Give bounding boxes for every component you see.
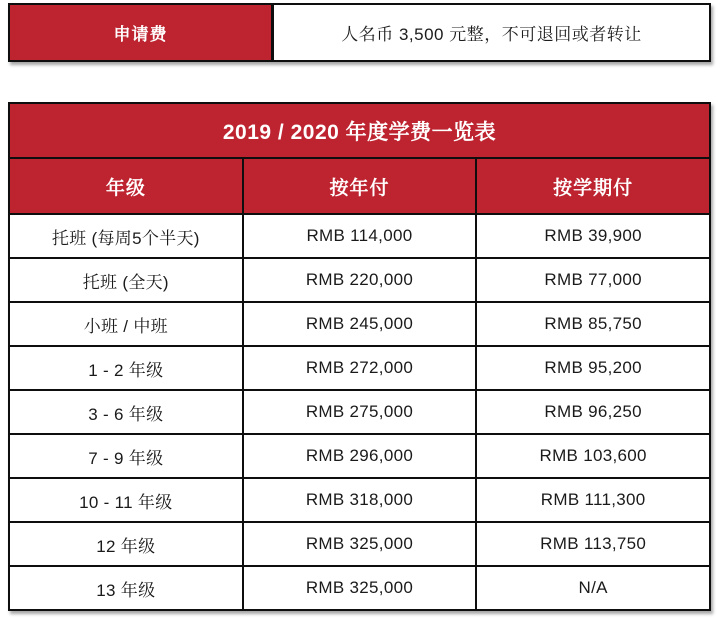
table-row: [9, 390, 710, 434]
application-fee-label: 申请费: [10, 5, 274, 60]
semester-fee-cell: RMB 111,300: [476, 478, 710, 522]
table-row: [9, 346, 710, 390]
tuition-table: [8, 102, 711, 611]
table-header-row: [9, 158, 710, 214]
column-header-annual-pay: 按年付: [243, 158, 477, 214]
grade-cell: 7 - 9 年级: [9, 434, 243, 478]
table-row: [9, 214, 710, 258]
semester-fee-cell: RMB 113,750: [476, 522, 710, 566]
grade-cell: 托班 (每周5个半天): [9, 214, 243, 258]
grade-cell: 1 - 2 年级: [9, 346, 243, 390]
annual-fee-cell: RMB 220,000: [243, 258, 477, 302]
semester-fee-cell: RMB 39,900: [476, 214, 710, 258]
table-row: [9, 478, 710, 522]
table-row: [9, 566, 710, 610]
annual-fee-cell: RMB 245,000: [243, 302, 477, 346]
application-fee-value: 人名币 3,500 元整，不可退回或者转让: [341, 25, 642, 44]
semester-fee-cell: RMB 95,200: [476, 346, 710, 390]
annual-fee-cell: RMB 272,000: [243, 346, 477, 390]
semester-fee-cell: RMB 103,600: [476, 434, 710, 478]
annual-fee-cell: RMB 325,000: [243, 522, 477, 566]
annual-fee-cell: RMB 296,000: [243, 434, 477, 478]
semester-fee-cell: RMB 77,000: [476, 258, 710, 302]
table-title-row: [9, 103, 710, 158]
grade-cell: 小班 / 中班: [9, 302, 243, 346]
semester-fee-cell: RMB 96,250: [476, 390, 710, 434]
application-fee-bar: [8, 3, 711, 62]
annual-fee-cell: RMB 114,000: [243, 214, 477, 258]
column-header-semester-pay: 按学期付: [476, 158, 710, 214]
annual-fee-cell: RMB 325,000: [243, 566, 477, 610]
annual-fee-cell: RMB 275,000: [243, 390, 477, 434]
grade-cell: 13 年级: [9, 566, 243, 610]
grade-cell: 3 - 6 年级: [9, 390, 243, 434]
annual-fee-cell: RMB 318,000: [243, 478, 477, 522]
tuition-table-head: [9, 103, 710, 214]
grade-cell: 12 年级: [9, 522, 243, 566]
column-header-grade: 年级: [9, 158, 243, 214]
table-row: [9, 302, 710, 346]
table-row: [9, 258, 710, 302]
table-title: 2019 / 2020 年度学费一览表: [9, 103, 710, 158]
table-body: [9, 214, 710, 610]
semester-fee-cell: RMB 85,750: [476, 302, 710, 346]
grade-cell: 托班 (全天): [9, 258, 243, 302]
semester-fee-cell: N/A: [476, 566, 710, 610]
table-row: [9, 522, 710, 566]
table-row: [9, 434, 710, 478]
grade-cell: 10 - 11 年级: [9, 478, 243, 522]
